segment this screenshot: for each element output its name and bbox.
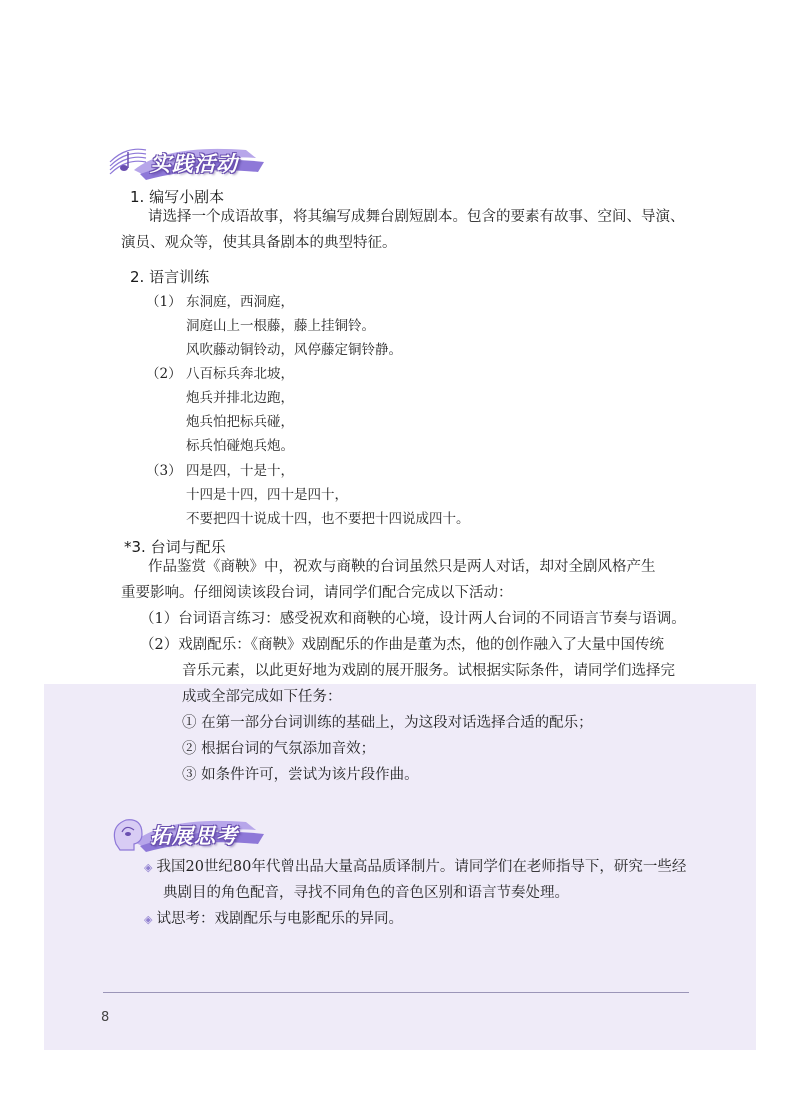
poem-1-label: （1） xyxy=(146,294,182,310)
task-1: ① 在第一部分台词训练的基础上，为这段对话选择合适的配乐； xyxy=(182,715,593,731)
poem-2-line-2: 炮兵并排北边跑， xyxy=(186,390,294,406)
section-1-title: 1. 编写小剧本 xyxy=(130,188,225,206)
poem-1-line-1: 东洞庭，西洞庭， xyxy=(186,294,294,310)
section-3-item-1: （1）台词语言练习：感受祝欢和商鞅的心境，设计两人台词的不同语言节奏与语调。 xyxy=(140,611,686,627)
poem-2-label: （2） xyxy=(146,366,182,382)
poem-3-line-1: 四是四，十是十， xyxy=(186,463,294,479)
practice-banner xyxy=(106,140,276,182)
section-3-item-2-line-2: 音乐元素，以此更好地为戏剧的展开服务。试根据实际条件，请同学们选择完 xyxy=(182,663,675,679)
section-1-line-1: 请选择一个成语故事，将其编写成舞台剧短剧本。包含的要素有故事、空间、导演、 xyxy=(148,209,685,225)
section-2-title: 2. 语言训练 xyxy=(130,268,210,286)
section-3-item-2-line-3: 成或全部完成如下任务： xyxy=(182,689,342,705)
section-3-intro-1: 作品鉴赏《商鞅》中，祝欢与商鞅的台词虽然只是两人对话，却对全剧风格产生 xyxy=(148,559,656,575)
bullet-2-text: 试思考：戏剧配乐与电影配乐的异同。 xyxy=(156,911,403,927)
section-3-title: *3. 台词与配乐 xyxy=(124,538,226,556)
task-3: ③ 如条件许可，尝试为该片段作曲。 xyxy=(182,767,419,783)
diamond-bullet-icon: ◈ xyxy=(144,861,153,874)
extension-bullet-1-line-2: 典剧目的角色配音，寻找不同角色的音色区别和语言节奏处理。 xyxy=(163,885,569,901)
extension-banner-title: 拓展思考 xyxy=(150,824,238,848)
poem-3-label: （3） xyxy=(146,463,182,479)
section-1-line-2: 演员、观众等，使其具备剧本的典型特征。 xyxy=(121,235,397,251)
poem-1-line-3: 风吹藤动铜铃动，风停藤定铜铃静。 xyxy=(186,342,402,358)
page-number: 8 xyxy=(101,1010,110,1025)
practice-banner-title: 实践活动 xyxy=(150,152,238,176)
extension-bullet-2 xyxy=(144,906,403,933)
poem-1-line-2: 洞庭山上一根藤，藤上挂铜铃。 xyxy=(186,318,375,334)
poem-3-line-2: 十四是十四，四十是四十， xyxy=(186,487,348,503)
extension-banner xyxy=(106,812,276,854)
section-3-intro-2: 重要影响。仔细阅读该段台词，请同学们配合完成以下活动： xyxy=(121,585,513,601)
task-2: ② 根据台词的气氛添加音效； xyxy=(182,741,376,757)
extension-bullet-1-line-1 xyxy=(144,854,686,881)
poem-2-line-1: 八百标兵奔北坡， xyxy=(186,366,294,382)
diamond-bullet-icon: ◈ xyxy=(144,913,153,926)
bullet-1-text: 我国20世纪80年代曾出品大量高品质译制片。请同学们在老师指导下，研究一些经 xyxy=(156,859,687,875)
footer-divider xyxy=(103,992,689,993)
poem-2-line-4: 标兵怕碰炮兵炮。 xyxy=(186,438,294,454)
poem-3-line-3: 不要把四十说成十四，也不要把十四说成四十。 xyxy=(186,511,470,527)
section-3-item-2-line-1: （2）戏剧配乐：《商鞅》戏剧配乐的作曲是董为杰，他的创作融入了大量中国传统 xyxy=(140,637,664,653)
poem-2-line-3: 炮兵怕把标兵碰， xyxy=(186,414,294,430)
